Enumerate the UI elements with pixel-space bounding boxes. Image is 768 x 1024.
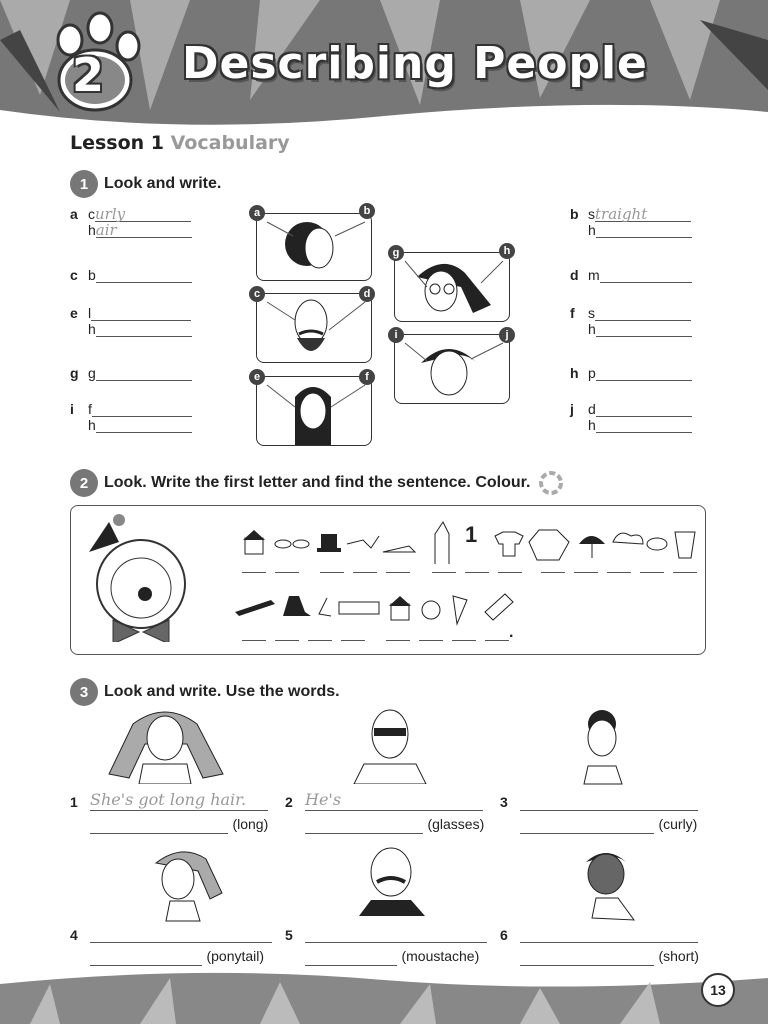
word-clue: (moustache)	[401, 948, 480, 964]
exercise-instruction: Look and write.	[104, 175, 222, 192]
vocab-item-d: d m	[570, 267, 692, 283]
item-number: 2	[285, 794, 293, 810]
letter-blank[interactable]	[242, 572, 266, 573]
pic-label-c: c	[249, 286, 265, 302]
word-clue: (long)	[232, 816, 269, 832]
vocab-item-j: j d h	[570, 401, 692, 433]
letter-blank[interactable]	[673, 572, 697, 573]
pic-label-d: d	[359, 286, 375, 302]
long-hair-face-icon	[257, 377, 371, 445]
curly-hair-face-icon	[257, 214, 371, 280]
letter-blank[interactable]	[452, 640, 476, 641]
footer-banner	[0, 964, 768, 1024]
letter-blank[interactable]	[386, 572, 410, 573]
exercise-instruction: Look and write. Use the words.	[104, 683, 340, 700]
pic-label-e: e	[249, 369, 265, 385]
answer-line[interactable]	[96, 267, 192, 283]
face-picture-short-hair	[394, 334, 510, 404]
answer-row	[520, 816, 697, 834]
answer-line[interactable]	[520, 818, 654, 834]
vocab-item-c: c b	[70, 267, 192, 283]
answer-line[interactable]	[305, 922, 487, 943]
answer-line[interactable]: air	[96, 222, 192, 238]
short-hair-face-icon	[395, 335, 509, 403]
answer-line[interactable]	[596, 365, 692, 381]
letter-blank[interactable]	[341, 640, 365, 641]
answer-line[interactable]	[596, 401, 692, 417]
answer-line[interactable]	[596, 321, 692, 337]
letter-blank[interactable]	[353, 572, 377, 573]
answer-line[interactable]: traight	[595, 206, 691, 222]
woman-ponytail-icon	[146, 843, 226, 923]
exercise-2-heading	[70, 469, 564, 497]
letter-blank[interactable]	[607, 572, 631, 573]
letter-blank[interactable]	[275, 572, 299, 573]
item-number: 1	[70, 794, 78, 810]
answer-line[interactable]	[596, 417, 692, 433]
man-glasses-icon	[350, 704, 430, 784]
letter-blank[interactable]	[640, 572, 664, 573]
word-clue: (glasses)	[427, 816, 485, 832]
girl-long-hair-icon	[103, 704, 233, 784]
unit-number: 2	[72, 48, 105, 102]
answer-row	[90, 816, 268, 834]
clue-number: 1	[465, 522, 478, 547]
item-number: 6	[500, 927, 508, 943]
puzzle-box	[70, 505, 706, 655]
full-stop: .	[509, 624, 514, 641]
lesson-heading	[70, 132, 290, 154]
vocab-item-e: e l h	[70, 305, 192, 337]
letter-blank[interactable]	[386, 640, 410, 641]
letter-blank[interactable]	[485, 640, 509, 641]
face-picture-ponytail	[394, 252, 510, 322]
vocab-item-i: i f h	[70, 401, 192, 433]
pic-label-i: i	[388, 327, 404, 343]
answer-line[interactable]	[96, 321, 192, 337]
letter-blank[interactable]	[498, 572, 522, 573]
letter-blank[interactable]	[465, 572, 489, 573]
vocab-item-f: f s h	[570, 305, 692, 337]
pic-label-j: j	[499, 327, 515, 343]
answer-row	[305, 816, 484, 834]
exercise-number-badge: 1	[70, 170, 98, 198]
exercise-number-badge: 2	[70, 469, 98, 497]
exercise-number-badge: 3	[70, 678, 98, 706]
vocab-item-h: h p	[570, 365, 692, 381]
letter-blank[interactable]	[242, 640, 266, 641]
pic-label-h: h	[499, 243, 515, 259]
answer-line[interactable]	[600, 267, 692, 283]
letter-blank[interactable]	[320, 572, 344, 573]
item-number: 5	[285, 927, 293, 943]
answer-line[interactable]	[520, 790, 698, 811]
word-clue: (ponytail)	[206, 948, 265, 964]
lesson-label: Lesson 1	[70, 132, 165, 154]
answer-line[interactable]	[520, 922, 698, 943]
face-picture-curly	[256, 213, 372, 281]
answer-line[interactable]	[595, 305, 691, 321]
colour-icon	[538, 470, 564, 496]
item-number: 4	[70, 927, 78, 943]
pic-label-f: f	[359, 369, 375, 385]
answer-line[interactable]	[96, 365, 192, 381]
word-clue: (short)	[658, 948, 699, 964]
picture-clues-row-2	[231, 586, 531, 630]
ponytail-glasses-face-icon	[395, 253, 509, 321]
answer-line[interactable]	[90, 818, 228, 834]
vocab-item-g: g g	[70, 365, 192, 381]
clown-icon	[79, 512, 199, 642]
letter-blank[interactable]	[432, 572, 456, 573]
exercise-3-heading	[70, 678, 340, 706]
answer-line[interactable]	[90, 922, 272, 943]
letter-blank[interactable]	[574, 572, 598, 573]
answer-line[interactable]	[305, 790, 483, 811]
boy-curly-hair-icon	[578, 706, 628, 786]
answer-line[interactable]	[90, 790, 268, 811]
handwriting-example: He's	[305, 790, 342, 809]
exercise-1-heading	[70, 170, 221, 198]
letter-blank[interactable]	[275, 640, 299, 641]
vocab-item-b: b s traight h	[570, 206, 692, 238]
answer-line[interactable]	[305, 818, 423, 834]
bald-moustache-face-icon	[257, 294, 371, 362]
man-moustache-icon	[355, 842, 435, 922]
letter-blank[interactable]	[541, 572, 565, 573]
letter-blank[interactable]	[308, 640, 332, 641]
item-number: 3	[500, 794, 508, 810]
pic-label-a: a	[249, 205, 265, 221]
word-clue: (curly)	[658, 816, 698, 832]
page-number: 13	[701, 973, 735, 1007]
answer-line[interactable]	[596, 222, 692, 238]
pic-label-g: g	[388, 245, 404, 261]
exercise-instruction: Look. Write the first letter and find the sentence. Colour.	[104, 474, 531, 491]
pic-label-b: b	[359, 203, 375, 219]
face-picture-long-hair	[256, 376, 372, 446]
answer-line[interactable]: urly	[95, 206, 191, 222]
answer-line[interactable]	[92, 401, 192, 417]
answer-line[interactable]	[96, 417, 192, 433]
boy-short-hair-icon	[578, 842, 638, 922]
letter-blank[interactable]	[419, 640, 443, 641]
vocab-item-a: a c urly h air	[70, 206, 192, 238]
face-picture-bald	[256, 293, 372, 363]
lesson-subtitle: Vocabulary	[170, 132, 290, 154]
answer-line[interactable]	[91, 305, 191, 321]
page-title: Describing People	[182, 38, 648, 89]
handwriting-example: She's got long hair.	[90, 790, 247, 809]
